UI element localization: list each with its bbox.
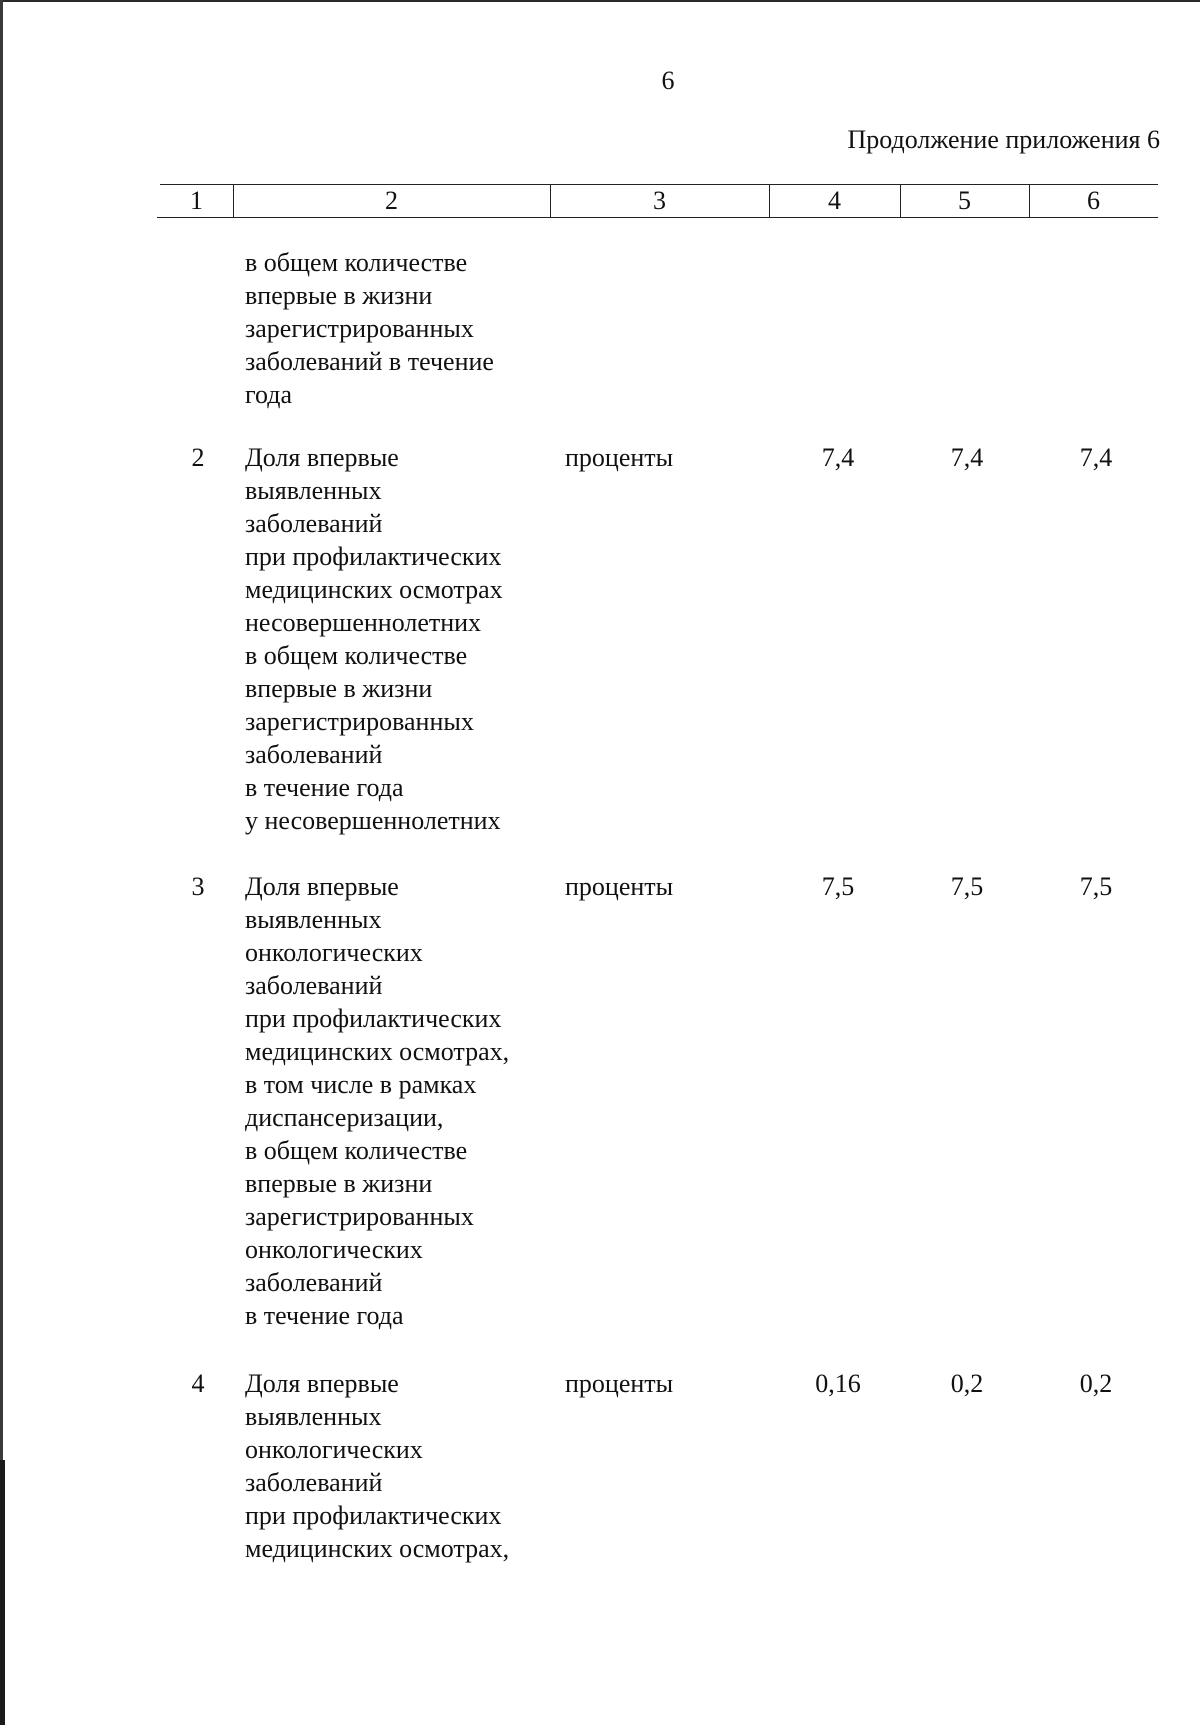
description-line: в общем количестве xyxy=(245,641,468,670)
description-line: при профилактических xyxy=(245,1501,502,1530)
row-description xyxy=(245,246,545,411)
description-line: Доля впервые xyxy=(245,1369,399,1398)
value-col-5: 7,4 xyxy=(950,443,984,472)
header-cell-3: 3 xyxy=(653,186,666,215)
row-number: 2 xyxy=(191,443,205,472)
description-line: онкологических xyxy=(245,1435,423,1464)
header-cell-2: 2 xyxy=(385,186,398,215)
description-line: выявленных xyxy=(245,476,382,505)
description-line: в общем количестве xyxy=(245,248,468,277)
description-line: впервые в жизни xyxy=(245,674,433,703)
row-unit: проценты xyxy=(565,443,674,472)
description-line: в течение года xyxy=(245,1301,404,1330)
description-line: диспансеризации, xyxy=(245,1103,444,1132)
description-line: медицинских осмотрах xyxy=(245,575,503,604)
header-cell-6: 6 xyxy=(1087,186,1100,215)
description-line: медицинских осмотрах, xyxy=(245,1037,510,1066)
description-line: в общем количестве xyxy=(245,1136,468,1165)
value-col-6: 7,5 xyxy=(1079,872,1113,901)
scan-edge-top xyxy=(0,0,1200,2)
description-line: зарегистрированных xyxy=(245,707,474,736)
description-line: онкологических xyxy=(245,938,423,967)
value-col-5: 7,5 xyxy=(950,872,984,901)
row-description xyxy=(245,441,545,837)
description-line: заболеваний xyxy=(245,1268,383,1297)
value-col-4: 0,16 xyxy=(815,1369,861,1398)
description-line: у несовершеннолетних xyxy=(245,806,501,835)
description-line: выявленных xyxy=(245,905,382,934)
value-col-4: 7,5 xyxy=(821,872,855,901)
description-line: выявленных xyxy=(245,1402,382,1431)
row-description xyxy=(245,870,545,1332)
description-line: при профилактических xyxy=(245,1004,502,1033)
appendix-continuation-heading: Продолжение приложения 6 xyxy=(847,125,1160,154)
description-line: Доля впервые xyxy=(245,443,399,472)
description-line: впервые в жизни xyxy=(245,281,433,310)
table-header-row xyxy=(160,184,1158,218)
description-line: в том числе в рамках xyxy=(245,1070,477,1099)
row-number: 3 xyxy=(191,872,205,901)
description-line: заболеваний xyxy=(245,740,383,769)
description-line: при профилактических xyxy=(245,542,502,571)
page-number: 6 xyxy=(661,66,675,95)
row-description xyxy=(245,1367,545,1565)
value-col-4: 7,4 xyxy=(821,443,855,472)
header-cell-5: 5 xyxy=(958,186,971,215)
description-line: зарегистрированных xyxy=(245,1202,474,1231)
value-col-6: 7,4 xyxy=(1079,443,1113,472)
description-line: года xyxy=(245,380,293,409)
description-line: впервые в жизни xyxy=(245,1169,433,1198)
row-unit: проценты xyxy=(565,1369,674,1398)
row-number: 4 xyxy=(191,1369,205,1398)
header-cell-4: 4 xyxy=(828,186,841,215)
description-line: несовершеннолетних xyxy=(245,608,482,637)
description-line: в течение года xyxy=(245,773,404,802)
description-line: заболеваний xyxy=(245,1468,383,1497)
description-line: заболеваний в течение xyxy=(245,347,494,376)
header-cell-1: 1 xyxy=(190,186,203,215)
row-unit: проценты xyxy=(565,872,674,901)
description-line: заболеваний xyxy=(245,971,383,1000)
value-col-5: 0,2 xyxy=(950,1369,984,1398)
value-col-6: 0,2 xyxy=(1079,1369,1113,1398)
description-line: зарегистрированных xyxy=(245,314,474,343)
scan-edge-left-bottom xyxy=(0,1460,5,1725)
description-line: онкологических xyxy=(245,1235,423,1264)
description-line: медицинских осмотрах, xyxy=(245,1534,510,1563)
description-line: Доля впервые xyxy=(245,872,399,901)
description-line: заболеваний xyxy=(245,509,383,538)
